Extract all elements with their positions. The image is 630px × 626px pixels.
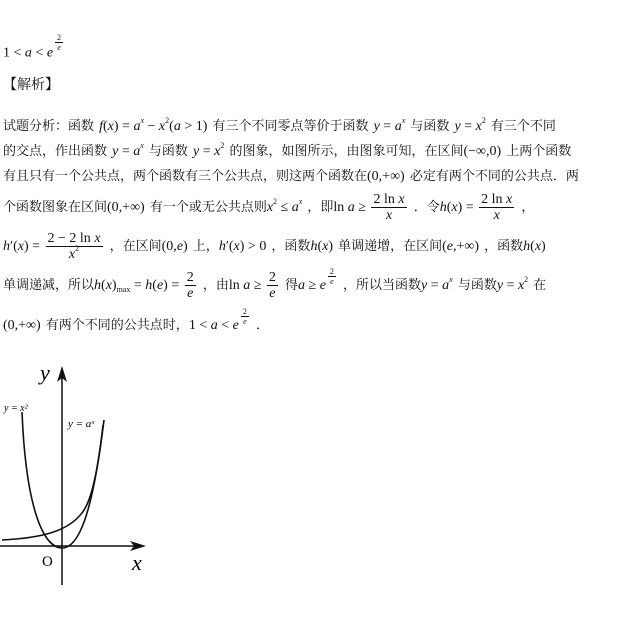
- analysis-line-1: 试题分析：函数 $f(x) = a^x - x^2(a > 1)$ 有三个不同零点等价于函数 $y = a^x$ 与函数 $y = x^2$ 有三个不同: [3, 116, 556, 134]
- analysis-heading: 【解析】: [3, 77, 59, 93]
- curve-a-power-x-label: y = aˣ: [68, 418, 95, 430]
- analysis-line-5: h′(x) = $\frac{\text{2 − 2 ln x}}{x^2}$ ，在区间(0,e) 上，h′(x) > 0 ，函数h(x) 单调递增，在区间(e,+∞) ，函数h(x): [3, 231, 546, 263]
- analysis-line-3: 有且只有一个公共点，两个函数有三个公共点，则这两个函数在(0,+∞) 必定有两个不同的公共点．两: [3, 169, 579, 184]
- analysis-line-6: 单调递减，所以$h(x)_{max} = h(e)$ = $\frac{2}{e}$ ，由ln a ≥ $\frac{2}{e}$ 得a ≥ e $^{\frac{2}{e}}$ ，所以当函数$y = a^x$ 与函数$y = x^2$ 在: [3, 267, 547, 302]
- x-axis-label: x: [132, 550, 142, 575]
- answer-inequality: 1 < a < e $^{\frac{2}{e}}$: [3, 33, 62, 61]
- analysis-line-7: (0,+∞) 有两个不同的公共点时，1 < a < e $^{\frac{2}{e}}$ ．: [3, 307, 269, 333]
- analysis-line-4: 个函数图象在区间(0,+∞) 有一个或无公共点则$x^2 \le a^x$ ，即ln a ≥ $\frac{\text{2 ln x}}{x}$ ．令h(x) = $\frac{\text{2 ln x}}{x}$ ，: [3, 192, 535, 224]
- origin-label: O: [42, 554, 53, 570]
- y-axis-label: y: [40, 360, 50, 385]
- curve-a-power-x: [2, 425, 103, 540]
- function-graph: [0, 360, 170, 590]
- analysis-line-2: 的交点，作出函数 $y = a^x$ 与函数 $y = x^2$ 的图象，如图所示，由图象可知，在区间(−∞,0) 上两个函数: [3, 141, 572, 159]
- curve-x-squared-label: y = x²: [4, 403, 28, 414]
